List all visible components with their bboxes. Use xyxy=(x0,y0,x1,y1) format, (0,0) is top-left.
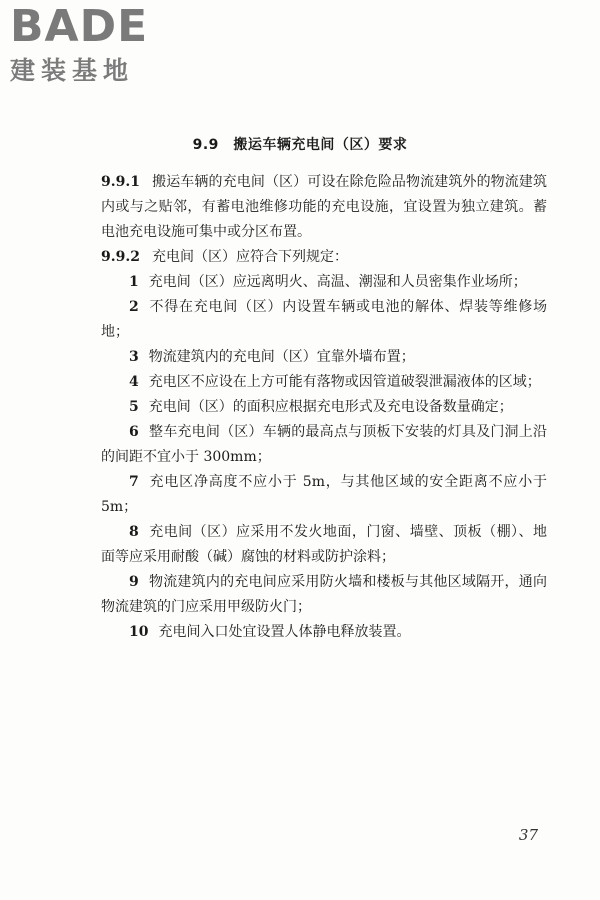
clause-text: 搬运车辆的充电间（区）可设在除危险品物流建筑外的物流建筑内或与之贴邻，有蓄电池维修功能的充电设施，宜设置为独立建筑。蓄电池充电设施可集中或分区布置。 xyxy=(101,174,547,240)
item-text: 不得在充电间（区）内设置车辆或电池的解体、焊装等维修场地； xyxy=(101,299,547,340)
logo-wordmark xyxy=(10,2,175,52)
list-item xyxy=(101,395,547,420)
item-number: 4 xyxy=(129,374,139,390)
item-number: 1 xyxy=(129,274,139,290)
list-item xyxy=(101,620,547,645)
list-item xyxy=(101,570,547,620)
item-text: 充电间（区）应远离明火、高温、潮湿和人员密集作业场所； xyxy=(148,274,527,290)
section-title: 9.9 搬运车辆充电间（区）要求 xyxy=(192,137,408,153)
item-number: 9 xyxy=(129,574,139,590)
item-text: 充电区不应设在上方可能有落物或因管道破裂泄漏液体的区域； xyxy=(148,374,541,390)
item-text: 充电间入口处宜设置人体静电释放装置。 xyxy=(158,624,411,640)
item-text: 物流建筑内的充电间应采用防火墙和楼板与其他区域隔开，通向物流建筑的门应采用甲级防火门； xyxy=(101,574,547,615)
list-item xyxy=(101,420,547,470)
clause-number: 9.9.2 xyxy=(101,249,140,265)
item-number: 3 xyxy=(129,349,139,365)
page-number: 37 xyxy=(518,826,538,844)
clause-9-9-2 xyxy=(101,245,547,270)
logo-wordmark-text: BADE xyxy=(10,1,149,52)
clause-9-9-1 xyxy=(101,170,547,245)
item-number: 8 xyxy=(129,524,139,540)
item-text: 充电区净高度不应小于 5m，与其他区域的安全距离不应小于 5m； xyxy=(101,474,547,515)
item-number: 10 xyxy=(129,624,149,640)
list-item xyxy=(101,370,547,395)
list-item xyxy=(101,295,547,345)
item-text: 充电间（区）应采用不发火地面，门窗、墙壁、顶板（棚）、地面等应采用耐酸（碱）腐蚀的材料或防护涂料； xyxy=(101,524,547,565)
list-item xyxy=(101,270,547,295)
item-number: 6 xyxy=(129,424,139,440)
document-body xyxy=(101,170,547,645)
logo-subtitle: 建装基地 xyxy=(10,56,135,85)
item-number: 2 xyxy=(129,299,139,315)
clause-number: 9.9.1 xyxy=(101,174,140,190)
logo xyxy=(10,2,175,86)
item-text: 整车充电间（区）车辆的最高点与顶板下安装的灯具及门洞上沿的间距不宜小于 300mm； xyxy=(101,424,547,465)
item-number: 5 xyxy=(129,399,139,415)
clause-text: 充电间（区）应符合下列规定： xyxy=(151,249,348,265)
list-item xyxy=(101,345,547,370)
item-text: 充电间（区）的面积应根据充电形式及充电设备数量确定； xyxy=(148,399,513,415)
list-item xyxy=(101,470,547,520)
list-item xyxy=(101,520,547,570)
item-number: 7 xyxy=(129,474,139,490)
item-text: 物流建筑内的充电间（区）宜靠外墙布置； xyxy=(148,349,415,365)
